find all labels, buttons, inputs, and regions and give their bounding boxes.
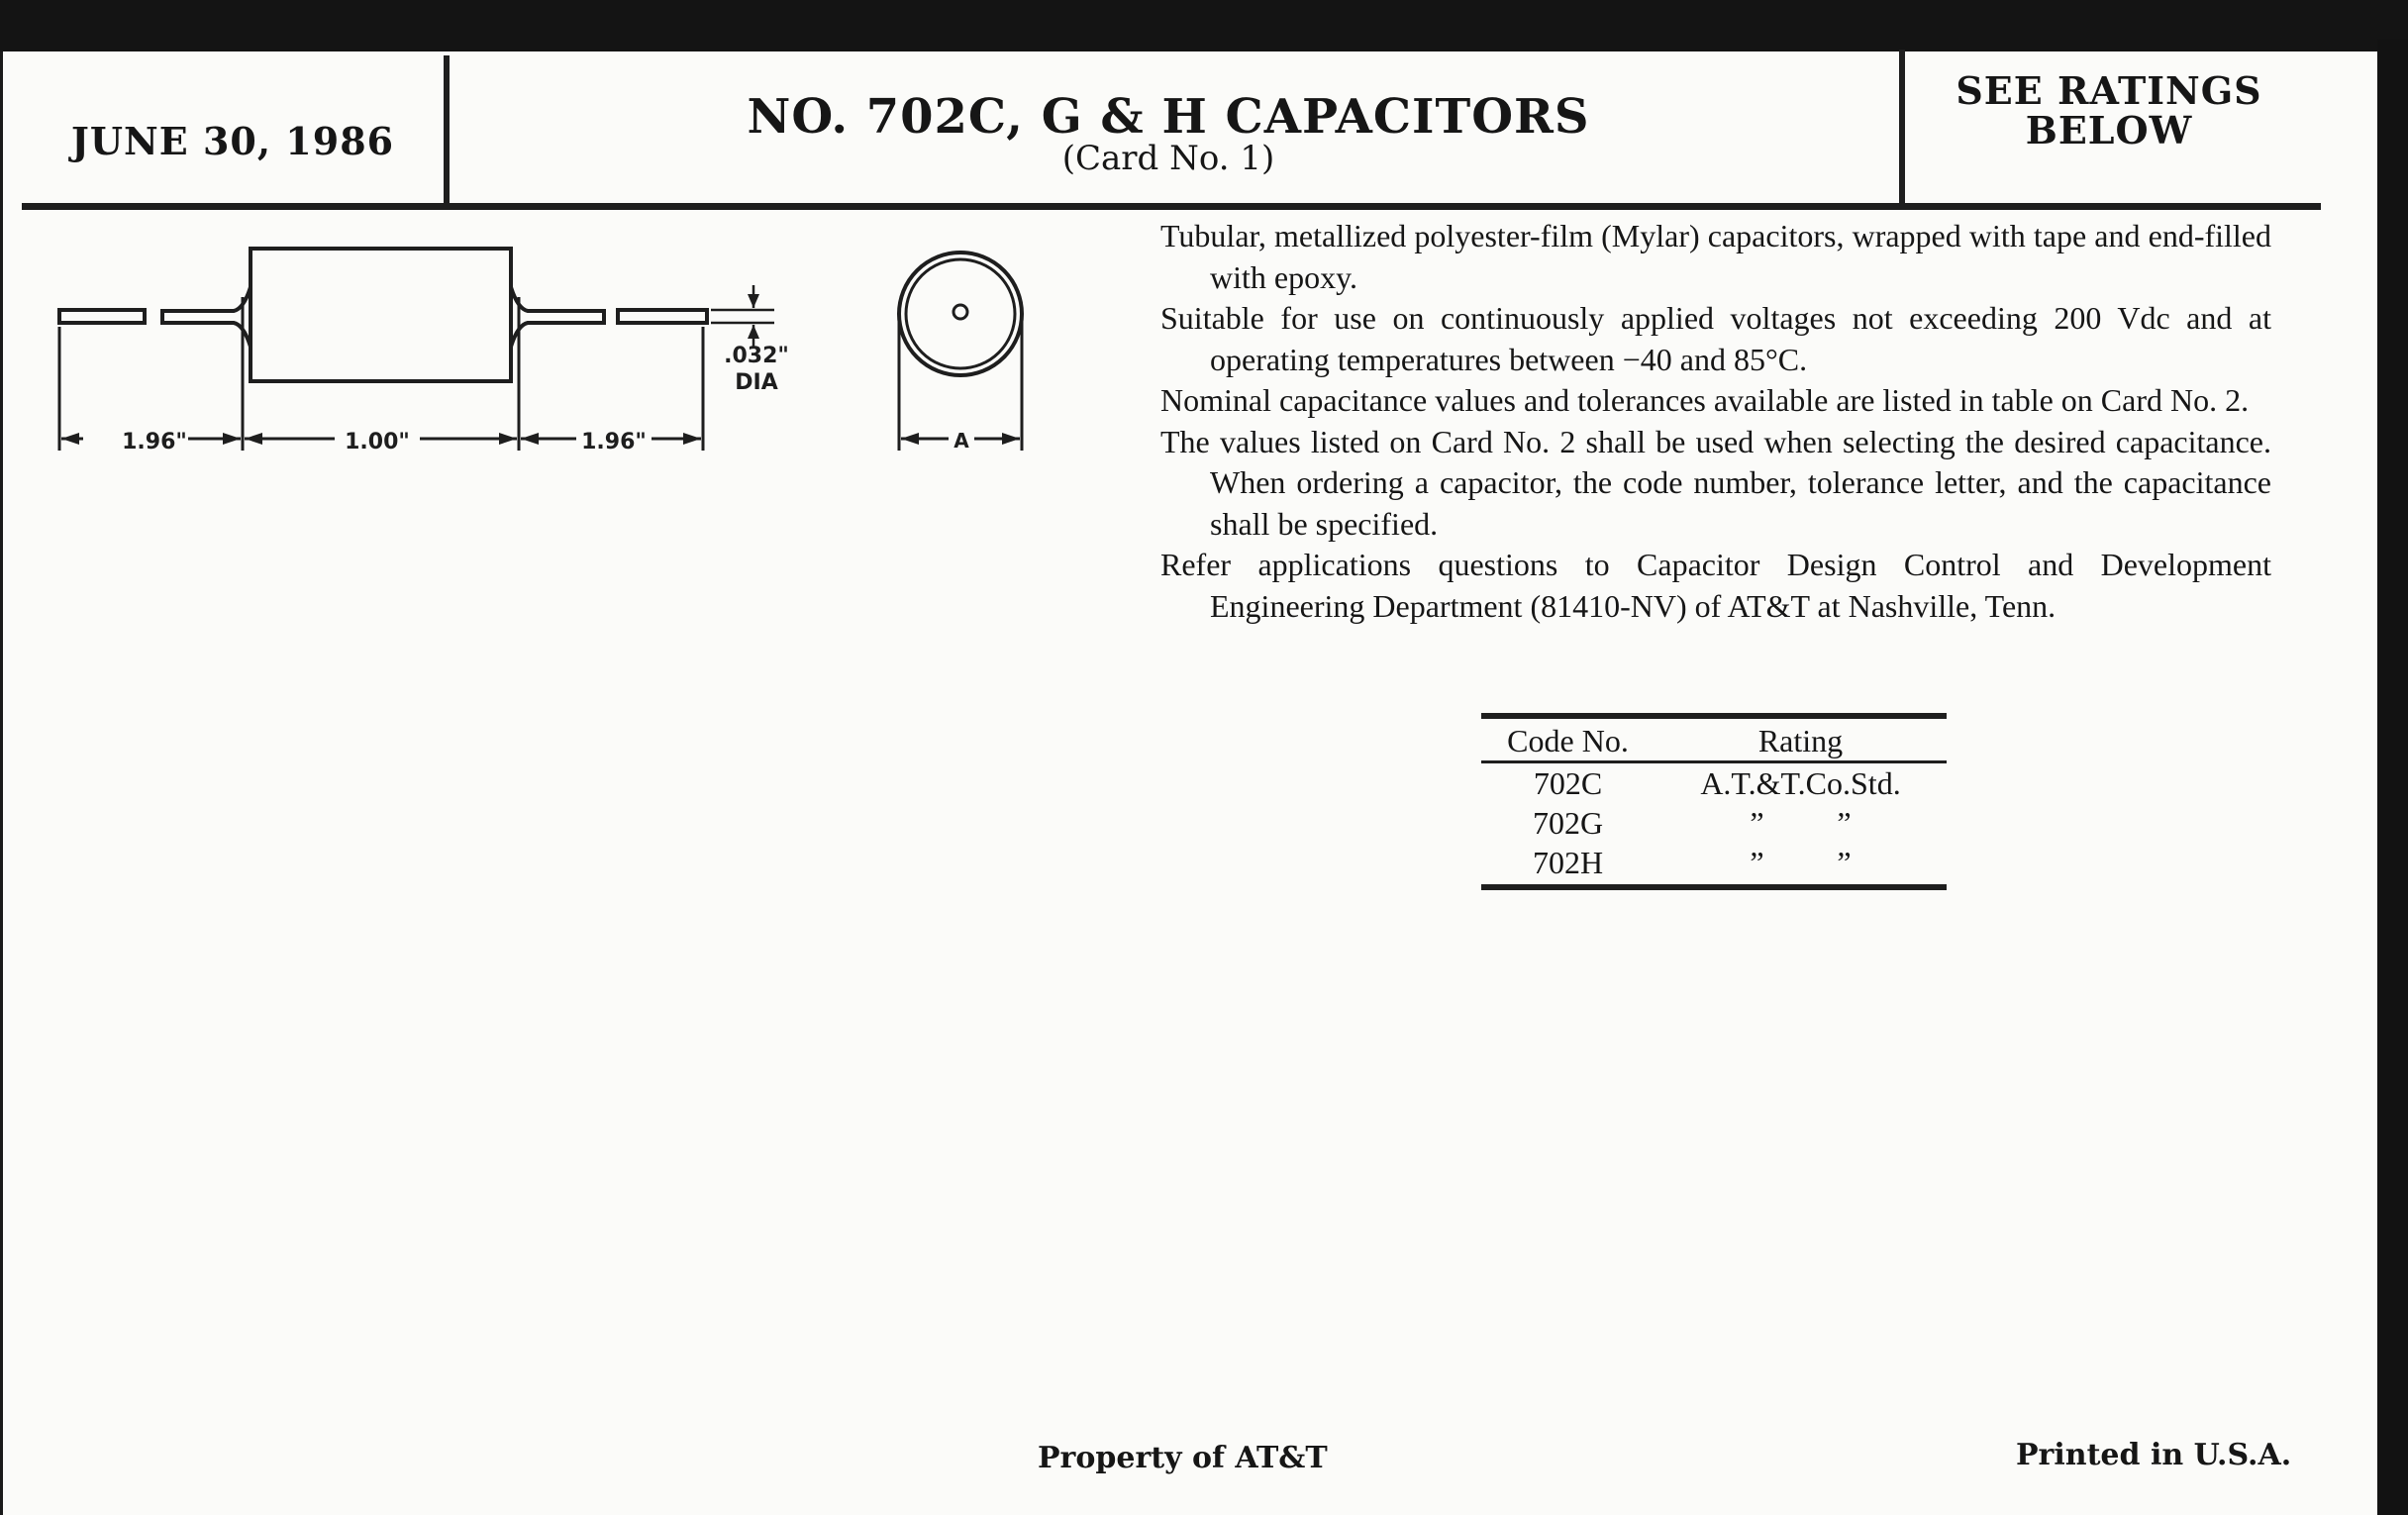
- code-cell: 702G: [1532, 805, 1604, 841]
- description-paragraph: Suitable for use on continuously applied voltages not exceeding 200 Vdc and at operating temperatures between −40 and 85°C.: [1160, 300, 2271, 377]
- right-lead-flare: [511, 287, 604, 347]
- capacitor-outline-drawing: [0, 0, 1089, 475]
- footer-printed: Printed in U.S.A.: [2016, 1438, 2292, 1472]
- header-code-no: Code No.: [1507, 723, 1629, 758]
- end-view-inner-circle: [906, 259, 1015, 368]
- scan-right-border: [2377, 40, 2408, 1515]
- ratings-note-line2: BELOW: [2025, 108, 2193, 152]
- ditto-mark: ”: [1837, 805, 1852, 841]
- card-number: (Card No. 1): [1061, 139, 1275, 178]
- header-rating: Rating: [1757, 723, 1844, 758]
- description-paragraph: Tubular, metallized polyester-film (Mylar) capacitors, wrapped with tape and end-filled with epoxy.: [1160, 218, 2271, 295]
- left-lead-flare: [162, 287, 251, 347]
- footer-property: Property of AT&T: [1038, 1441, 1328, 1475]
- ditto-mark: ”: [1750, 845, 1764, 880]
- table-row: [1481, 763, 1947, 803]
- left-lead-dim-label: 1.96": [122, 430, 187, 454]
- table-row: [1481, 843, 1947, 882]
- end-view-dim-label: A: [953, 429, 969, 453]
- description-paragraph: Nominal capacitance values and tolerances available are listed in table on Card No. 2.: [1160, 382, 2250, 418]
- page-title: NO. 702C, G & H CAPACITORS: [747, 89, 1590, 145]
- ditto-mark: ”: [1750, 805, 1764, 841]
- header-divider-right: [1899, 50, 1905, 206]
- ratings-table: [1481, 713, 1947, 890]
- description-paragraph: Refer applications questions to Capacitor Design Control and Development Engineering Department (81410-NV) of AT&T at Nashville, Tenn.: [1160, 547, 2271, 624]
- end-view-lead-hole: [953, 305, 967, 319]
- capacitor-body: [251, 249, 511, 381]
- table-rule-bottom: [1481, 884, 1947, 890]
- description-text: [1160, 216, 2271, 627]
- rating-cell: [1655, 843, 1947, 882]
- right-lead-segment: [618, 310, 707, 323]
- issue-date: JUNE 30, 1986: [70, 119, 395, 163]
- end-view-outer-circle: [899, 252, 1022, 375]
- ratings-note: [1911, 68, 2307, 152]
- description-paragraph: The values listed on Card No. 2 shall be used when selecting the desired capacitance. When ordering a capacitor, the code number, tolerance letter, and the capacitance shall be specified.: [1160, 423, 2271, 542]
- code-cell: 702C: [1533, 765, 1603, 801]
- rating-cell: [1655, 803, 1947, 843]
- code-cell: 702H: [1532, 845, 1604, 880]
- ratings-note-line1: SEE RATINGS: [1956, 68, 2262, 113]
- lead-dia-text-label: DIA: [735, 370, 778, 395]
- right-lead-dim-label: 1.96": [581, 430, 647, 454]
- table-header-row: [1481, 719, 1947, 760]
- rating-cell: A.T.&T.Co.Std.: [1700, 765, 1901, 801]
- table-row: [1481, 803, 1947, 843]
- left-lead-segment: [59, 310, 145, 323]
- lead-dia-value-label: .032": [724, 344, 789, 368]
- ditto-mark: ”: [1837, 845, 1852, 880]
- body-length-dim-label: 1.00": [345, 430, 410, 454]
